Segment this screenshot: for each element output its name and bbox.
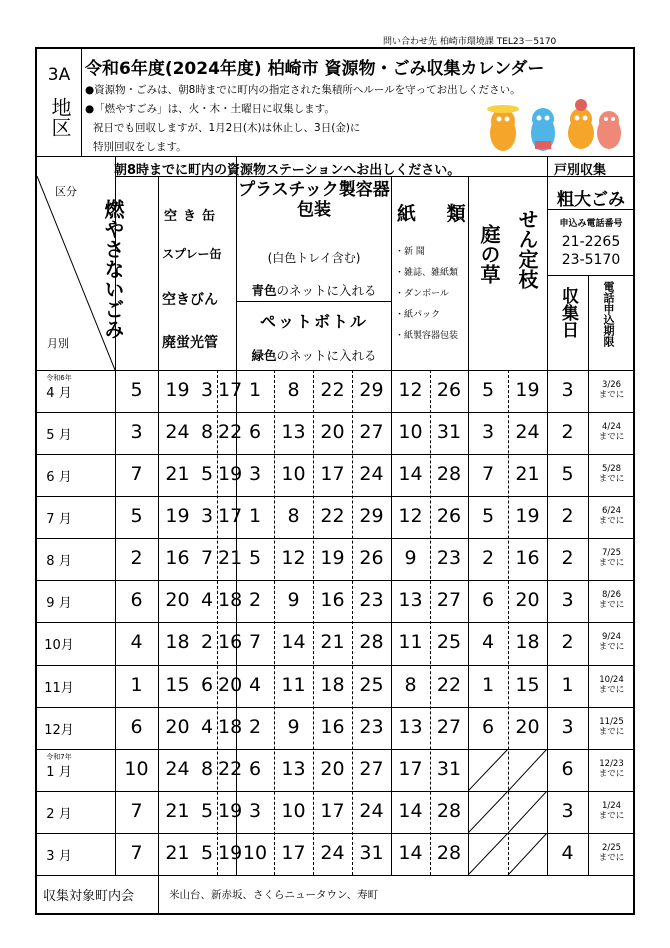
branch-date: 24: [515, 421, 540, 444]
nonburn-date: 15: [165, 673, 190, 696]
plastic-date: 25: [359, 673, 384, 696]
month-label: 7 月: [46, 512, 72, 528]
can-date: 17: [218, 379, 243, 401]
plastic-date: 29: [359, 505, 384, 528]
paper-date: 14: [398, 463, 423, 486]
plastic-date: 27: [359, 421, 384, 444]
plastic-date: 13: [281, 421, 306, 444]
paper-items: ・新 聞 ・雑誌、雑紙類 ・ダンボール ・紙パック ・紙製容器包装: [395, 247, 459, 341]
nonburn-date: 19: [165, 379, 190, 401]
nonburn-date: 20: [165, 589, 190, 612]
bulky-date: 6: [561, 757, 574, 780]
bulky-date: 3: [561, 589, 574, 612]
bulky-date: 1: [561, 673, 574, 696]
can-date: 18: [218, 715, 243, 738]
can-date: 4: [200, 589, 214, 612]
branch-date: 16: [515, 547, 540, 570]
nonburn-date: 4: [130, 631, 143, 654]
plastic-date: 2: [248, 589, 262, 612]
can-date: 2: [200, 631, 214, 654]
bulky-date: 3: [561, 379, 574, 401]
nonburn-date: 21: [165, 799, 190, 822]
paper-date: 28: [436, 799, 462, 822]
deadline-text: 3/26 までに: [598, 380, 625, 400]
paper-date: 27: [436, 589, 462, 612]
branch-date: 19: [515, 505, 540, 528]
month-label: 2 月: [46, 806, 72, 822]
plastic-date: 4: [248, 673, 262, 696]
area-label: 地区: [48, 97, 72, 137]
deadline-text: 1/24 までに: [598, 800, 625, 821]
plastic-date: 21: [320, 631, 345, 654]
nonburn-date: 7: [130, 463, 143, 486]
nonburn-date: 16: [165, 547, 190, 570]
nonburn-date: 6: [130, 589, 143, 612]
month-label: 12月: [44, 722, 74, 738]
bulky-date: 3: [561, 799, 574, 822]
paper-date: 31: [436, 421, 462, 444]
plastic-date: 20: [320, 757, 345, 780]
grass-date: 6: [481, 589, 495, 612]
nonburn-date: 5: [130, 379, 143, 401]
plastic-date: 11: [281, 673, 306, 696]
grass-date: 2: [481, 547, 495, 570]
paper-date: 23: [436, 547, 462, 570]
plastic-date: 14: [281, 631, 306, 654]
note-2: ●「燃やすごみ」は、火・木・土曜日に収集します。: [85, 103, 335, 115]
paper-date: 31: [436, 757, 462, 780]
can-date: 19: [218, 463, 243, 486]
deadline-text: 8/26 までに: [598, 590, 625, 611]
plastic-date: 1: [248, 379, 262, 401]
nonburn-date: 19: [165, 505, 190, 528]
paper-date: 22: [436, 673, 462, 696]
plastic-date: 31: [359, 841, 384, 864]
branch-date: 15: [515, 673, 540, 696]
plastic-date: 23: [359, 589, 384, 612]
grass-date: 5: [481, 379, 495, 401]
paper-date: 13: [398, 589, 423, 612]
can-date: 17: [218, 505, 243, 528]
plastic-date: 22: [320, 505, 345, 528]
collect-day-label: 収集日: [558, 287, 578, 338]
plastic-date: 9: [287, 589, 300, 612]
plastic-date: 9: [287, 715, 300, 738]
paper-label: 紙 類: [397, 203, 478, 225]
can-date: 5: [200, 841, 214, 864]
month-label: 令和6年 4 月: [46, 374, 72, 401]
paper-date: 12: [398, 505, 423, 528]
deadline-text: 2/25 までに: [598, 842, 625, 863]
nonburn-date: 20: [165, 715, 190, 738]
nonburn-date: 21: [165, 463, 190, 486]
getsubetsu-label: 月別: [47, 337, 69, 350]
can-label: 空き缶: [164, 209, 222, 224]
bulky-date: 2: [561, 547, 574, 570]
month-label: 6 月: [46, 470, 72, 486]
month-label: 8 月: [46, 554, 72, 570]
bottle-label: 空きびん: [162, 292, 218, 308]
plastic-date: 6: [248, 757, 262, 780]
deadline-text: 5/28 までに: [598, 464, 625, 485]
plastic-net: 青色のネットに入れる: [251, 283, 377, 298]
plastic-date: 20: [320, 421, 345, 444]
deadline-text: 7/25 までに: [598, 548, 625, 569]
plastic-date: 27: [359, 757, 384, 780]
deadline-text: 4/24 までに: [598, 422, 625, 443]
grass-date: 7: [481, 463, 495, 486]
paper-date: 10: [398, 421, 423, 444]
plastic-date: 10: [281, 799, 306, 822]
bulky-date: 4: [561, 841, 574, 864]
mascot-illustration: [477, 97, 627, 155]
plastic-date: 5: [248, 547, 262, 570]
plastic-date: 16: [320, 589, 345, 612]
note-4: 特別回収をします。: [93, 141, 187, 153]
plastic-date: 3: [248, 463, 262, 486]
plastic-date: 13: [281, 757, 306, 780]
plastic-date: 23: [359, 715, 384, 738]
paper-date: 14: [398, 799, 423, 822]
branch-label: せん定枝: [515, 209, 539, 289]
can-date: 3: [200, 379, 214, 401]
plastic-date: 12: [281, 547, 306, 570]
paper-date: 27: [436, 715, 462, 738]
plastic-date: 6: [248, 421, 262, 444]
nonburn-date: 1: [130, 673, 143, 696]
nonburn-date: 7: [130, 841, 143, 864]
nonburn-date: 7: [130, 799, 143, 822]
plastic-date: 3: [248, 799, 262, 822]
nonburn-date: 6: [130, 715, 143, 738]
bulky-phones: 21-2265 23-5170: [561, 234, 621, 268]
plastic-date: 17: [320, 463, 345, 486]
nonburn-date: 3: [130, 421, 143, 444]
note-1: ●資源物・ごみは、朝8時までに町内の指定された集積所へルールを守ってお出しください。: [85, 84, 521, 96]
door-collection-header: 戸別収集: [554, 163, 607, 178]
nonburn-date: 24: [165, 757, 190, 780]
paper-date: 12: [398, 379, 423, 401]
spray-label: スプレー缶: [162, 247, 222, 261]
can-date: 18: [218, 589, 243, 612]
plastic-date: 17: [320, 799, 345, 822]
plastic-date: 24: [359, 799, 384, 822]
note-3: 祝日でも回収しますが、1月2日(木)は休止し、3日(金)に: [93, 122, 361, 134]
month-label: 令和7年 1 月: [46, 752, 72, 780]
branch-date: 19: [515, 379, 540, 401]
grass-date: 3: [481, 421, 495, 444]
paper-date: 25: [436, 631, 462, 654]
month-label: 5 月: [46, 428, 72, 444]
nonburn-date: 21: [165, 841, 190, 864]
month-label: 11月: [44, 680, 74, 696]
grass-date: 1: [481, 673, 495, 696]
deadline-text: 12/23 までに: [598, 758, 625, 779]
can-date: 5: [200, 463, 214, 486]
nonburn-date: 10: [124, 757, 149, 780]
bulky-phone-label: 申込み電話番号: [559, 219, 623, 229]
footer-towns: 米山台、新赤坂、さくらニュータウン、寿町: [169, 889, 379, 901]
nonburn-label: 燃やさないごみ: [101, 199, 125, 339]
paper-date: 26: [436, 379, 462, 401]
plastic-date: 22: [320, 379, 345, 401]
paper-date: 11: [398, 631, 423, 654]
deadline-text: 10/24 までに: [598, 674, 625, 695]
pet-label: ペットボトル: [259, 312, 368, 331]
plastic-date: 10: [242, 841, 268, 864]
grass-label: 庭の草: [477, 224, 501, 284]
paper-date: 8: [404, 673, 417, 696]
plastic-date: 29: [359, 379, 384, 401]
can-date: 8: [200, 757, 214, 780]
can-date: 4: [200, 715, 214, 738]
bulky-date: 2: [561, 631, 574, 654]
plastic-date: 10: [281, 463, 306, 486]
paper-date: 26: [436, 505, 462, 528]
can-date: 7: [200, 547, 214, 570]
paper-date: 28: [436, 463, 462, 486]
plastic-date: 2: [248, 715, 262, 738]
pet-net: 緑色のネットに入れる: [251, 348, 377, 363]
bulky-date: 2: [561, 421, 574, 444]
deadline-text: 9/24 までに: [598, 632, 625, 653]
can-date: 20: [218, 673, 243, 696]
contact-info: 問い合わせ先 柏崎市環境課 TEL23－5170: [383, 37, 557, 47]
paper-date: 14: [398, 841, 423, 864]
bulky-date: 3: [561, 715, 574, 738]
plastic-date: 17: [281, 841, 306, 864]
banner-text: 朝8時までに町内の資源物ステーションへお出しください。: [114, 163, 461, 178]
plastic-date: 28: [359, 631, 384, 654]
can-date: 22: [218, 421, 243, 444]
plastic-sub: (白色トレイ含む): [267, 251, 361, 265]
nonburn-date: 18: [165, 631, 190, 654]
plastic-date: 8: [287, 379, 300, 401]
plastic-date: 24: [320, 841, 345, 864]
can-date: 8: [200, 421, 214, 444]
grass-date: 4: [481, 631, 495, 654]
month-label: 3 月: [46, 848, 72, 864]
deadline-text: 11/25 までに: [598, 716, 625, 737]
nonburn-date: 2: [130, 547, 143, 570]
plastic-date: 16: [320, 715, 345, 738]
branch-date: 21: [515, 463, 540, 486]
can-date: 5: [200, 799, 214, 822]
grass-date: 6: [481, 715, 495, 738]
can-date: 22: [218, 757, 243, 780]
branch-date: 20: [515, 715, 540, 738]
month-label: 9 月: [46, 596, 72, 612]
plastic-date: 24: [359, 463, 384, 486]
grass-date: 5: [481, 505, 495, 528]
plastic-label: プラスチック製容器包装: [238, 180, 390, 220]
plastic-date: 18: [320, 673, 345, 696]
deadline-text: 6/24 までに: [598, 506, 625, 527]
kubun-label: 区分: [55, 185, 77, 198]
can-date: 19: [218, 841, 243, 864]
lamp-label: 廃蛍光管: [162, 335, 218, 351]
deadline-label: 電話申込期限: [602, 281, 615, 347]
can-date: 21: [218, 547, 243, 570]
plastic-date: 26: [359, 547, 384, 570]
branch-date: 18: [515, 631, 540, 654]
plastic-date: 8: [287, 505, 300, 528]
paper-date: 28: [436, 841, 462, 864]
paper-date: 17: [398, 757, 423, 780]
plastic-date: 19: [320, 547, 345, 570]
bulky-date: 5: [561, 463, 574, 486]
nonburn-date: 24: [165, 421, 190, 444]
paper-date: 9: [404, 547, 417, 570]
can-date: 19: [218, 799, 243, 822]
bulky-label: 粗大ごみ: [557, 190, 625, 210]
can-date: 16: [218, 631, 243, 654]
calendar-frame: [35, 47, 635, 915]
bulky-date: 2: [561, 505, 574, 528]
area-code: 3A: [47, 65, 71, 85]
nonburn-date: 5: [130, 505, 143, 528]
can-date: 3: [200, 505, 214, 528]
paper-date: 13: [398, 715, 423, 738]
month-label: 10月: [44, 638, 74, 654]
branch-date: 20: [515, 589, 540, 612]
can-date: 6: [200, 673, 214, 696]
page-title: 令和6年度(2024年度) 柏崎市 資源物・ごみ収集カレンダー: [85, 59, 545, 79]
footer-label: 収集対象町内会: [43, 889, 135, 904]
plastic-date: 1: [248, 505, 262, 528]
plastic-date: 7: [248, 631, 262, 654]
